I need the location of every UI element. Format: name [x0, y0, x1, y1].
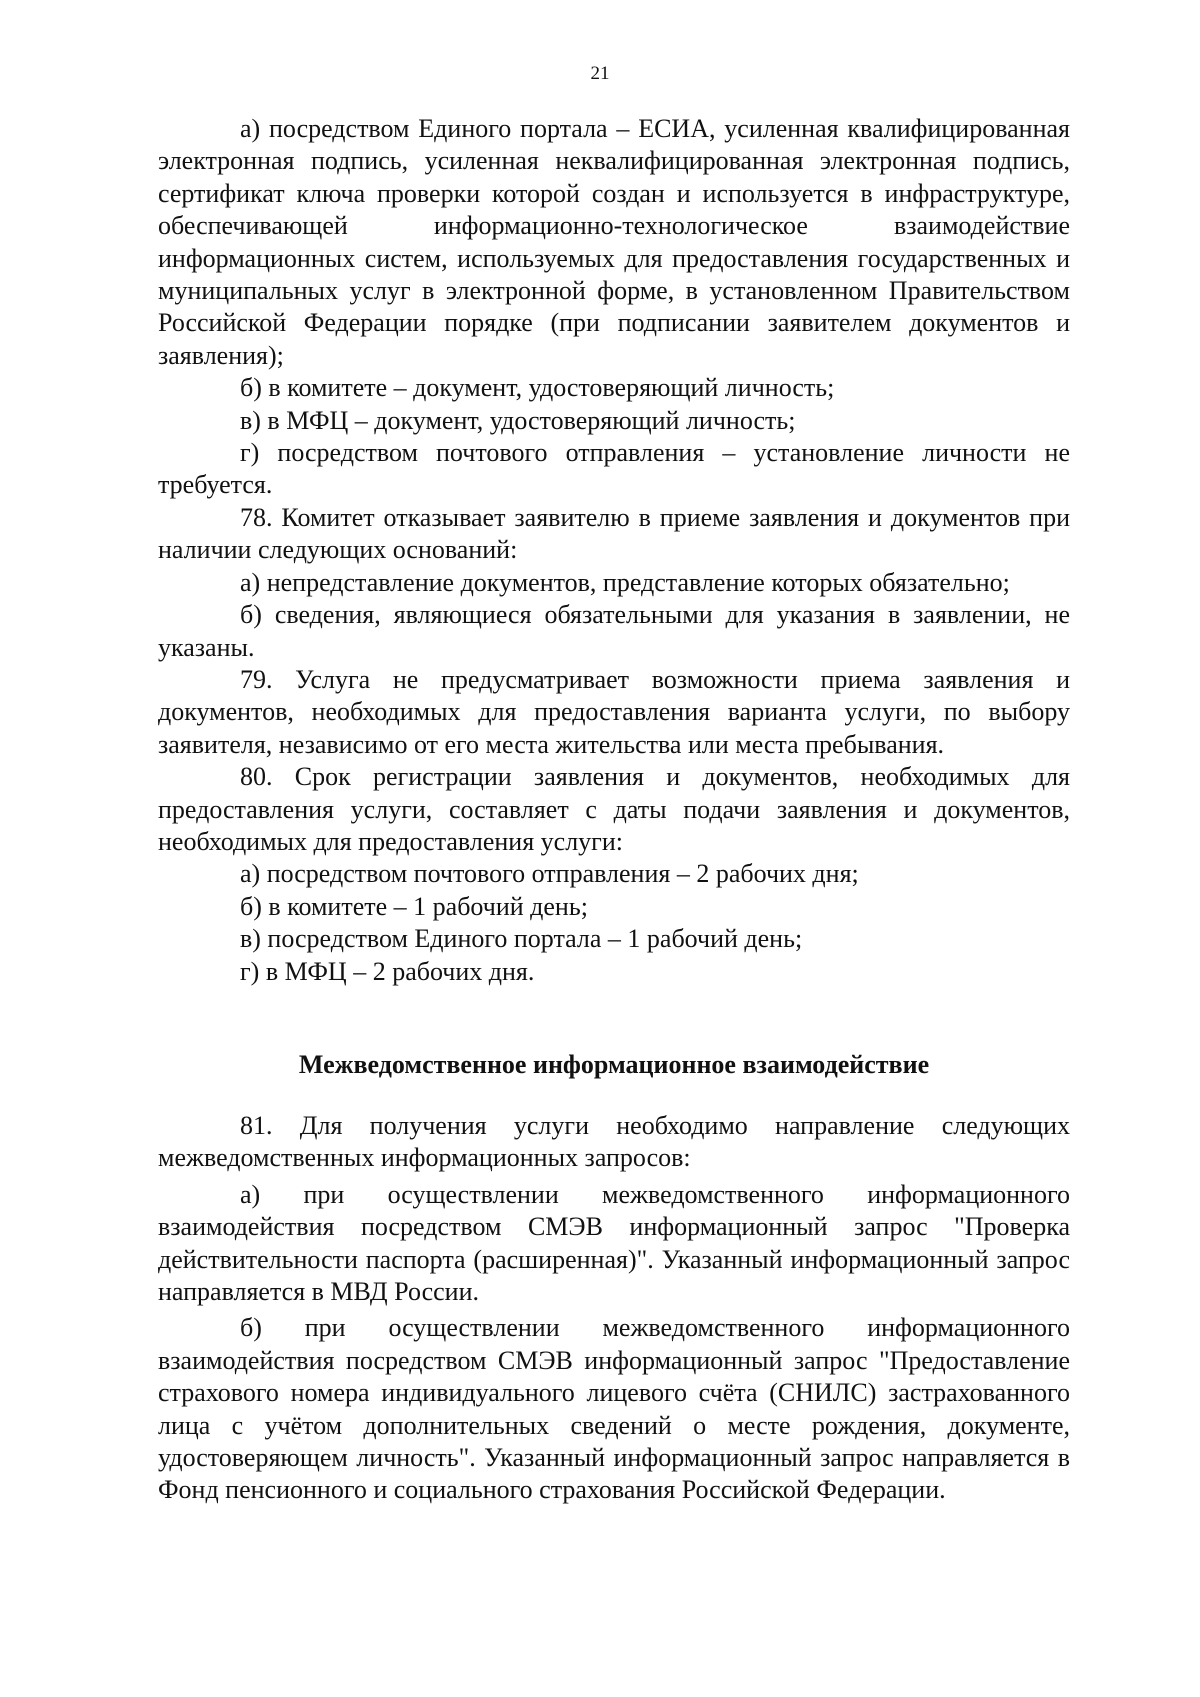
paragraph-80d: г) в МФЦ – 2 рабочих дня. [240, 956, 535, 986]
document-body-top [158, 113, 1070, 988]
paragraph-77c: в) в МФЦ – документ, удостоверяющий личность; [240, 405, 796, 435]
document-body-bottom [158, 1110, 1070, 1507]
paragraph-80a: а) посредством почтового отправления – 2 рабочих дня; [240, 859, 859, 889]
section-heading: Межведомственное информационное взаимодействие [298, 1050, 930, 1079]
paragraph-78b: б) сведения, являющиеся обязательными для указания в заявлении, не указаны. [158, 600, 1070, 662]
paragraph-80b: б) в комитете – 1 рабочий день; [240, 891, 588, 921]
paragraph-81a: а) при осуществлении межведомственного информационного взаимодействия посредством СМЭВ информационный запрос "Проверка действительности паспорта (расширенная)". Указанный информационный запрос направляется в МВД России. [158, 1179, 1070, 1307]
paragraph-77b: б) в комитете – документ, удостоверяющий личность; [240, 373, 835, 403]
paragraph-77d: г) посредством почтового отправления – установление личности не требуется. [158, 438, 1070, 500]
paragraph-79: 79. Услуга не предусматривает возможности приема заявления и документов, необходимых для предоставления варианта услуги, по выбору заявителя, независимо от его места жительства или места пребывания. [158, 664, 1070, 759]
paragraph-77a: а) посредством Единого портала – ЕСИА, усиленная квалифицированная электронная подпись, усиленная неквалифицированная электронная подпись, сертификат ключа проверки которой создан и используется в инфраструктуре, обеспечивающей информационно-технологическое взаимодействие информационных систем, используемых для предоставления государственных и муниципальных услуг в электронной форме, в установленном Правительством Российской Федерации порядке (при подписании заявителем документов и заявления); [158, 114, 1070, 370]
paragraph-80c: в) посредством Единого портала – 1 рабочий день; [240, 924, 803, 954]
paragraph-81: 81. Для получения услуги необходимо направление следующих межведомственных информационных запросов: [158, 1111, 1070, 1173]
page-number: 21 [590, 63, 610, 84]
paragraph-78a: а) непредставление документов, представление которых обязательно; [240, 567, 1010, 597]
paragraph-81b: б) при осуществлении межведомственного информационного взаимодействия посредством СМЭВ информационный запрос "Предоставление страхового номера индивидуального лицевого счёта (СНИЛС) застрахованного лица с учётом дополнительных сведений о месте рождения, документе, удостоверяющем личность". Указанный информационный запрос направляется в Фонд пенсионного и социального страхования Российской Федерации. [158, 1313, 1070, 1505]
paragraph-78: 78. Комитет отказывает заявителю в приеме заявления и документов при наличии следующих оснований: [158, 502, 1070, 565]
paragraph-80: 80. Срок регистрации заявления и документов, необходимых для предоставления услуги, составляет с даты подачи заявления и документов, необходимых для предоставления услуги: [158, 762, 1070, 856]
